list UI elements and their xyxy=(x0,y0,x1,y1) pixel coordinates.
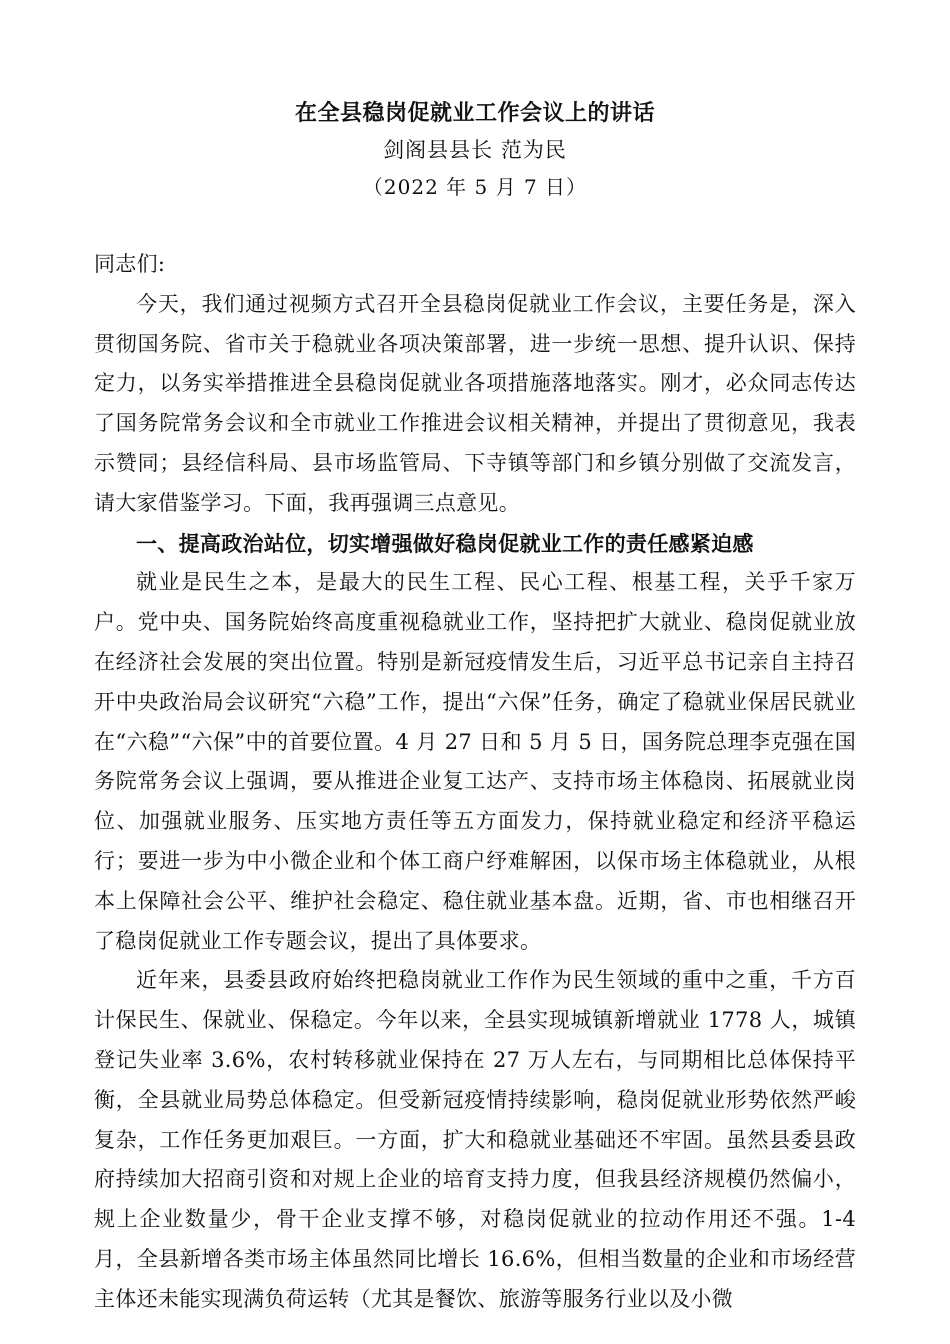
section-1-paragraph-1: 就业是民生之本，是最大的民生工程、民心工程、根基工程，关乎千家万户。党中央、国务院始终高度重视稳就业工作，坚持把扩大就业、稳岗促就业放在经济社会发展的突出位置。特别是新冠疫情发生后，习近平总书记亲自主持召开中央政治局会议研究“六稳”工作，提出“六保”任务，确定了稳就业保居民就业在“六稳”“六保”中的首要位置。4 月 27 日和 5 月 5 日，国务院总理李克强在国务院常务会议上强调，要从推进企业复工达产、支持市场主体稳岗、拓展就业岗位、加强就业服务、压实地方责任等五方面发力，保持就业稳定和经济平稳运行；要进一步为中小微企业和个体工商户纾难解困，以保市场主体稳就业，从根本上保障社会公平、维护社会稳定、稳住就业基本盘。近期，省、市也相继召开了稳岗促就业工作专题会议，提出了具体要求。 xyxy=(94,570,856,953)
section-1-heading: 一、提高政治站位，切实增强做好稳岗促就业工作的责任感紧迫感 xyxy=(136,530,754,556)
section-1-paragraph-2: 近年来，县委县政府始终把稳岗就业工作作为民生领域的重中之重，千方百计保民生、保就业、保稳定。今年以来，全县实现城镇新增就业 1778 人，城镇登记失业率 3.6%，农村转移就业保持在 27 万人左右，与同期相比总体保持平衡，全县就业局势总体稳定。但受新冠疫情持续影响，稳岗促就业形势依然严峻复杂，工作任务更加艰巨。一方面，扩大和稳就业基础还不牢固。虽然县委县政府持续加大招商引资和对规上企业的培育支持力度，但我县经济规模仍然偏小，规上企业数量少，骨干企业支撑不够，对稳岗促就业的拉动作用还不强。1-4 月，全县新增各类市场主体虽然同比增长 16.6%，但相当数量的企业和市场经营主体还未能实现满负荷运转（尤其是餐饮、旅游等服务行业以及小微 xyxy=(94,968,856,1311)
intro-paragraph: 今天，我们通过视频方式召开全县稳岗促就业工作会议，主要任务是，深入贯彻国务院、省市关于稳就业各项决策部署，进一步统一思想、提升认识、保持定力，以务实举措推进全县稳岗促就业各项措施落地落实。刚才，必众同志传达了国务院常务会议和全市就业工作推进会议相关精神，并提出了贯彻意见，我表示赞同；县经信科局、县市场监管局、下寺镇等部门和乡镇分别做了交流发言，请大家借鉴学习。下面，我再强调三点意见。 xyxy=(94,291,856,515)
document-date: （2022 年 5 月 7 日） xyxy=(362,175,588,199)
document-title: 在全县稳岗促就业工作会议上的讲话 xyxy=(294,100,655,126)
salutation: 同志们: xyxy=(94,252,166,276)
document-author: 剑阁县县长 范为民 xyxy=(383,138,567,162)
document-body xyxy=(94,245,856,1320)
